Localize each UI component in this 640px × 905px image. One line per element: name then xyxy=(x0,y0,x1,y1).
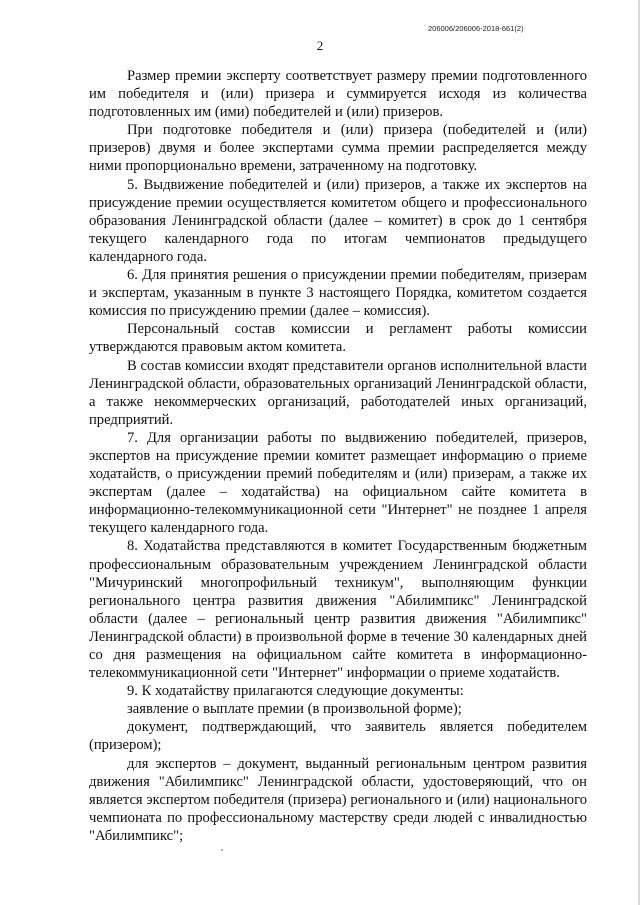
paragraph: для экспертов – документ, выданный региональным центром развития движения "Абилимпикс" Ленинградской области, удостоверяющий, что он является экспертом победителя (призера) регионального и (или) национального чемпионата по профессиональному мастерству среди людей с инвалидностью "Абилимпикс"; xyxy=(89,755,587,844)
paragraph: заявление о выплате премии (в произвольной форме); xyxy=(127,701,462,718)
document-body xyxy=(89,67,587,845)
scan-speck xyxy=(221,849,223,851)
paragraph: 8. Ходатайства представляются в комитет Государственным бюджетным профессиональным образовательным учреждением Ленинградской области "Мичуринский многопрофильный техникум", выполняющим функции регионального центра развития движения "Абилимпикс" Ленинградской области (далее – региональный центр развития движения "Абилимпикс" Ленинградской области) в произвольной форме в течение 30 календарных дней со дня размещения на официальном сайте комитета в информационно-телекоммуникационной сети "Интернет" информации о приеме ходатайств. xyxy=(89,538,587,682)
paragraph: В состав комиссии входят представители органов исполнительной власти Ленинградской области, образовательных организаций Ленинградской области, а также некоммерческих организаций, работодателей иных организаций, предприятий. xyxy=(89,357,587,428)
paragraph: Персональный состав комиссии и регламент работы комиссии утверждаются правовым актом комитета. xyxy=(89,321,587,356)
page-number: 2 xyxy=(316,38,324,53)
paragraph: При подготовке победителя и (или) призера (победителей и (или) призеров) двумя и более экспертами сумма премии распределяется между ними пропорционально времени, затраченному на подготовку. xyxy=(89,122,587,175)
paragraph: 5. Выдвижение победителей и (или) призеров, а также их экспертов на присуждение премии осуществляется комитетом общего и профессионального образования Ленинградской области (далее – комитет) в срок до 1 сентября текущего календарного года по итогам чемпионатов предыдущего календарного года. xyxy=(89,176,587,265)
paragraph: Размер премии эксперту соответствует размеру премии подготовленного им победителя и (или) призера и суммируется исходя из количества подготовленных им (ими) победителей и (или) призеров. xyxy=(89,68,587,121)
document-id: 206006/206006-2018-661(2) xyxy=(428,24,524,33)
paragraph: 6. Для принятия решения о присуждении премии победителям, призерам и экспертам, указанным в пункте 3 настоящего Порядка, комитетом создается комиссия по присуждению премии (далее – комиссия). xyxy=(89,267,587,320)
paragraph: 9. К ходатайству прилагаются следующие документы: xyxy=(127,683,464,700)
paragraph: 7. Для организации работы по выдвижению победителей, призеров, экспертов на присуждение премии комитет размещает информацию о приеме ходатайств, о присуждении премий победителям и (или) призерам, а также их экспертам (далее – ходатайства) на официальном сайте комитета в информационно-телекоммуникационной сети "Интернет" не позднее 1 апреля текущего календарного года. xyxy=(89,429,587,537)
paragraph: документ, подтверждающий, что заявитель является победителем (призером); xyxy=(89,719,587,754)
